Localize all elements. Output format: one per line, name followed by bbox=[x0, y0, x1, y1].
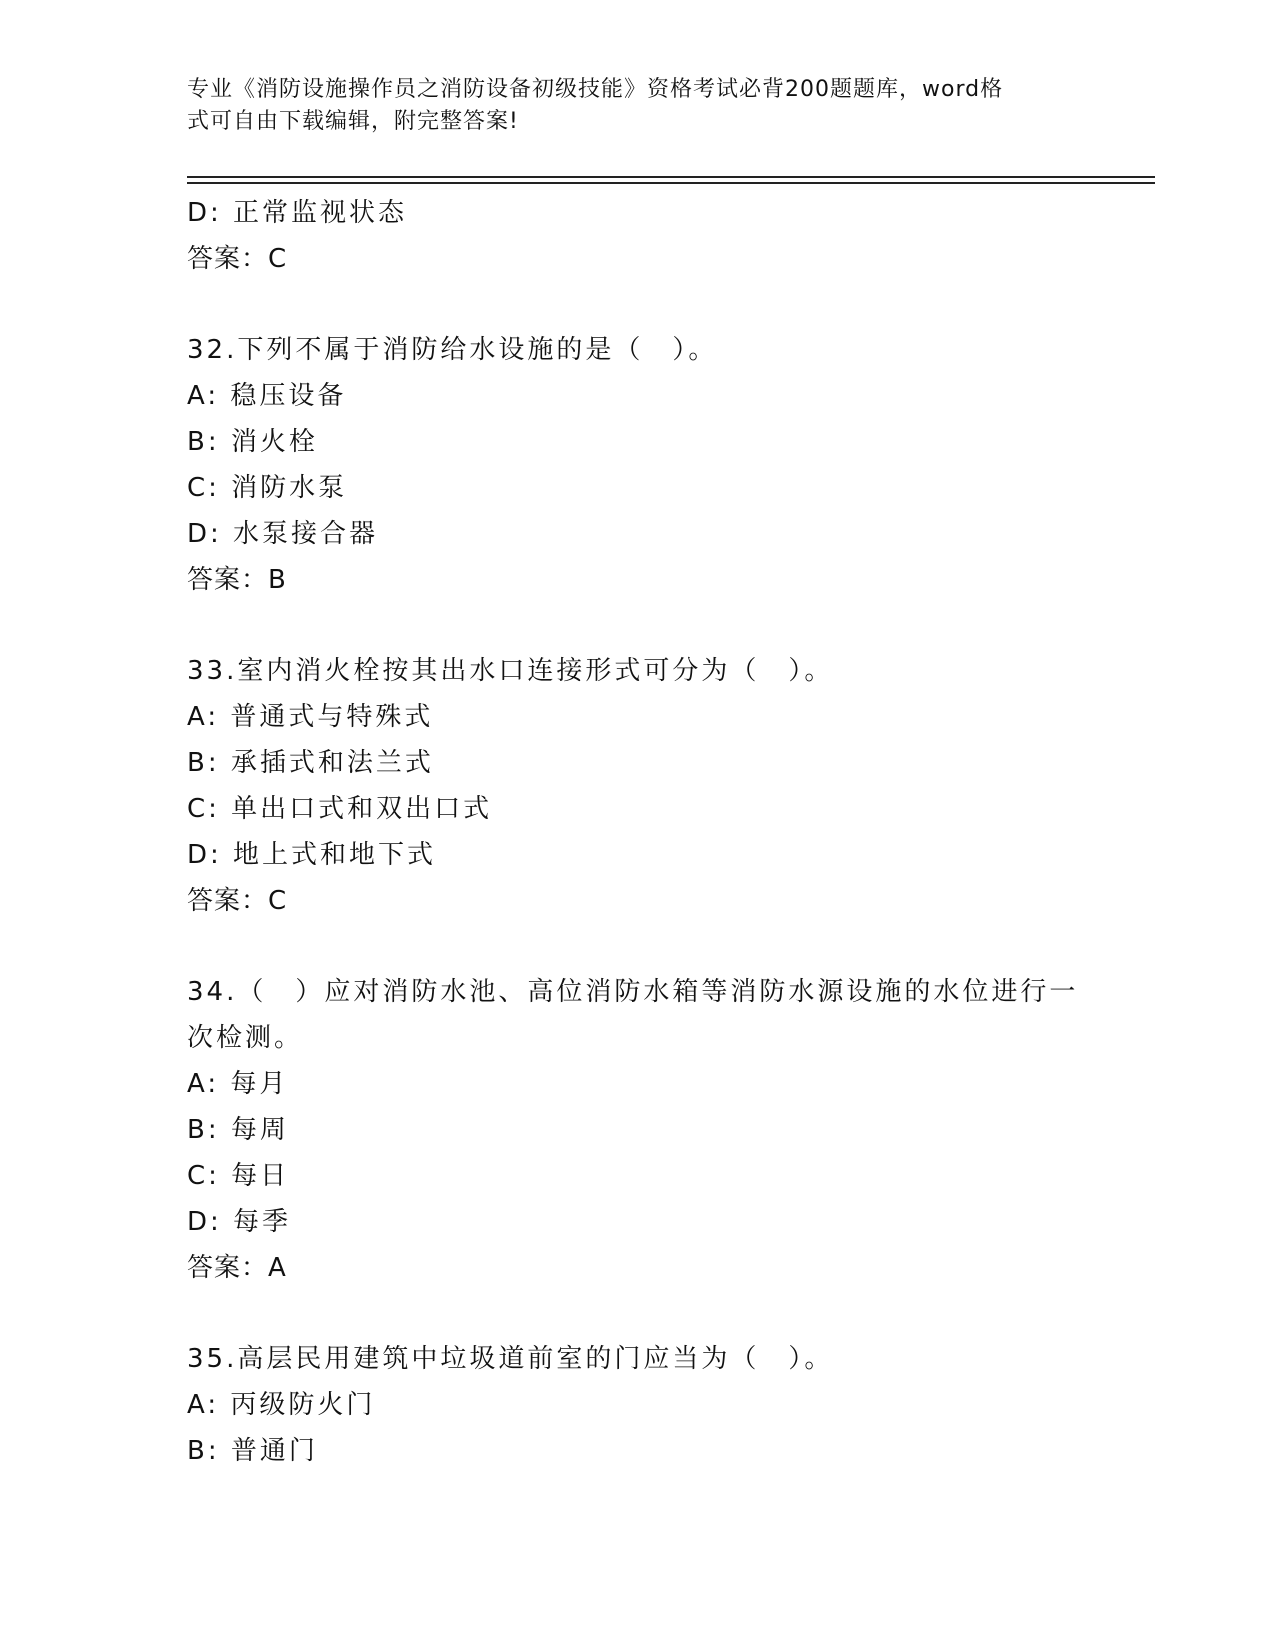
option-d: D: 每季 bbox=[187, 1207, 292, 1237]
option-a: A: 丙级防火门 bbox=[187, 1390, 376, 1420]
option-d: D: 水泵接合器 bbox=[187, 519, 379, 549]
option-b: B: 每周 bbox=[187, 1115, 289, 1145]
option-a: A: 每月 bbox=[187, 1069, 289, 1099]
question-stem: 32.下列不属于消防给水设施的是（ ）。 bbox=[187, 335, 718, 365]
question-stem-line-2: 次检测。 bbox=[187, 1023, 304, 1053]
header-divider-bottom bbox=[187, 182, 1155, 184]
option-a: A: 普通式与特殊式 bbox=[187, 702, 434, 732]
option-d: D: 地上式和地下式 bbox=[187, 840, 437, 870]
option-c: C: 消防水泵 bbox=[187, 473, 348, 503]
question-stem-line-1: 34.（ ）应对消防水池、高位消防水箱等消防水源设施的水位进行一 bbox=[187, 977, 1079, 1007]
option-c: C: 每日 bbox=[187, 1161, 290, 1191]
option-c: C: 单出口式和双出口式 bbox=[187, 794, 493, 824]
option-b: B: 承插式和法兰式 bbox=[187, 748, 434, 778]
page-header bbox=[187, 74, 1067, 138]
spacer bbox=[187, 282, 1077, 327]
question-34 bbox=[187, 969, 1077, 1291]
answer-line: 答案：C bbox=[187, 886, 288, 916]
header-divider-top bbox=[187, 176, 1155, 178]
option-d: D: 正常监视状态 bbox=[187, 198, 408, 228]
question-35 bbox=[187, 1336, 1077, 1474]
header-line-2: 式可自由下载编辑，附完整答案! bbox=[187, 109, 519, 134]
question-content bbox=[187, 190, 1077, 1474]
answer-line: 答案：A bbox=[187, 1253, 287, 1283]
question-33 bbox=[187, 648, 1077, 924]
header-line-1: 专业《消防设施操作员之消防设备初级技能》资格考试必背200题题库，word格 bbox=[187, 77, 1004, 102]
previous-question-tail bbox=[187, 190, 1077, 282]
answer-line: 答案：C bbox=[187, 244, 288, 274]
question-32 bbox=[187, 327, 1077, 603]
question-stem: 35.高层民用建筑中垃圾道前室的门应当为（ ）。 bbox=[187, 1344, 834, 1374]
spacer bbox=[187, 1291, 1077, 1336]
question-stem: 33.室内消火栓按其出水口连接形式可分为（ ）。 bbox=[187, 656, 834, 686]
option-b: B: 普通门 bbox=[187, 1436, 318, 1466]
spacer bbox=[187, 924, 1077, 969]
option-a: A: 稳压设备 bbox=[187, 381, 347, 411]
answer-line: 答案：B bbox=[187, 565, 287, 595]
spacer bbox=[187, 603, 1077, 648]
option-b: B: 消火栓 bbox=[187, 427, 318, 457]
